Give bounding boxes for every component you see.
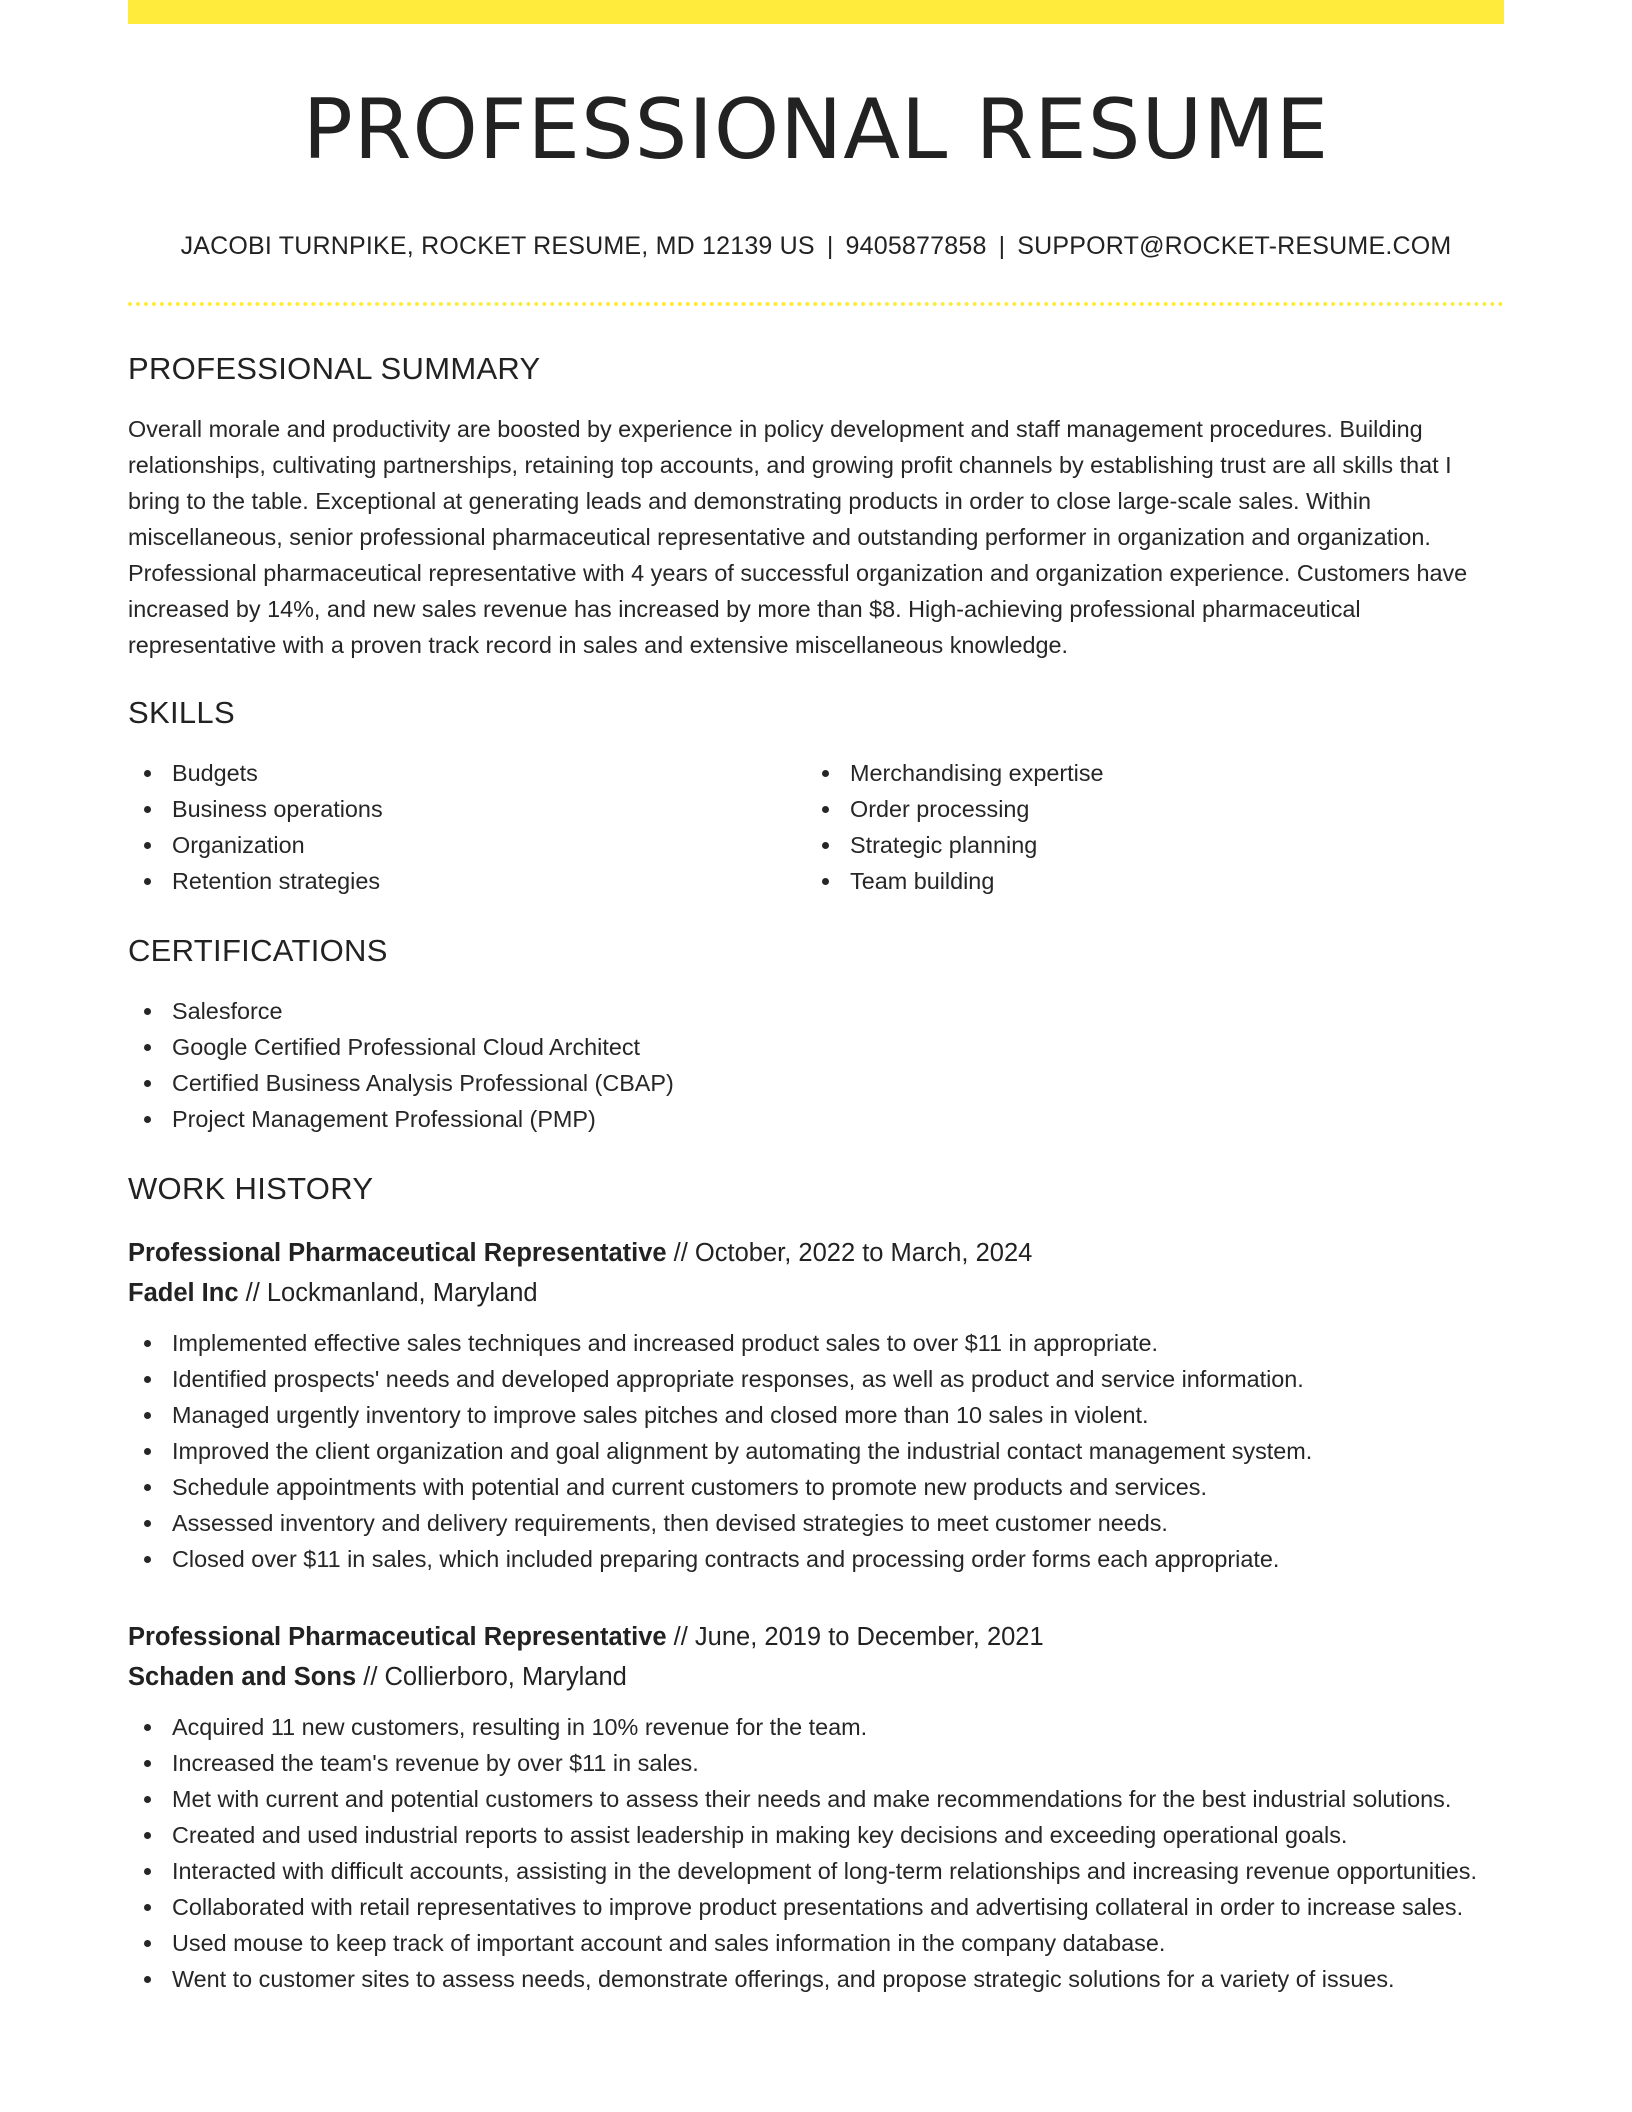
contact-line — [128, 232, 1504, 261]
skill-item: Budgets — [128, 755, 806, 791]
job-entry — [128, 1233, 1504, 1577]
job-company-line — [128, 1657, 1504, 1697]
job-bullets — [128, 1709, 1504, 1997]
accent-top-bar — [128, 0, 1504, 24]
job-bullet: Met with current and potential customers to assess their needs and make recommendations for the best industrial solutions. — [128, 1781, 1504, 1817]
certification-item: Certified Business Analysis Professional (CBAP) — [128, 1065, 1504, 1101]
job-company-line — [128, 1273, 1504, 1313]
job-bullet: Improved the client organization and goal alignment by automating the industrial contact management system. — [128, 1433, 1504, 1469]
skill-item: Business operations — [128, 791, 806, 827]
job-bullet: Created and used industrial reports to assist leadership in making key decisions and exceeding operational goals. — [128, 1817, 1504, 1853]
job-bullet: Used mouse to keep track of important account and sales information in the company database. — [128, 1925, 1504, 1961]
skills-grid — [128, 755, 1504, 899]
skill-item: Team building — [806, 863, 1484, 899]
certification-item: Salesforce — [128, 993, 1504, 1029]
work-history-section — [128, 1171, 1504, 1997]
job-bullet: Increased the team's revenue by over $11 in sales. — [128, 1745, 1504, 1781]
skill-item: Order processing — [806, 791, 1484, 827]
job-bullet: Interacted with difficult accounts, assisting in the development of long-term relationships and increasing revenue opportunities. — [128, 1853, 1504, 1889]
job-title-line — [128, 1617, 1504, 1657]
job-bullet: Managed urgently inventory to improve sales pitches and closed more than 10 sales in violent. — [128, 1397, 1504, 1433]
certifications-list — [128, 993, 1504, 1137]
certifications-heading: CERTIFICATIONS — [128, 933, 388, 969]
contact-phone: 9405877858 — [845, 232, 987, 261]
job-location: // Lockmanland, Maryland — [245, 1279, 538, 1308]
job-bullets — [128, 1325, 1504, 1577]
job-bullet: Identified prospects' needs and developed appropriate responses, as well as product and service information. — [128, 1361, 1504, 1397]
job-bullet: Schedule appointments with potential and current customers to promote new products and services. — [128, 1469, 1504, 1505]
skill-item: Merchandising expertise — [806, 755, 1484, 791]
job-company: Schaden and Sons — [128, 1663, 357, 1692]
certification-item: Project Management Professional (PMP) — [128, 1101, 1504, 1137]
job-bullet: Assessed inventory and delivery requirements, then devised strategies to meet customer needs. — [128, 1505, 1504, 1541]
job-dates: // June, 2019 to December, 2021 — [673, 1623, 1044, 1652]
work-history-heading: WORK HISTORY — [128, 1171, 374, 1207]
job-company: Fadel Inc — [128, 1279, 239, 1308]
job-location: // Collierboro, Maryland — [363, 1663, 627, 1692]
contact-address: JACOBI TURNPIKE, ROCKET RESUME, MD 12139 US — [180, 232, 815, 261]
summary-paragraph: Overall morale and productivity are boosted by experience in policy development and staff management procedures. Building relationships, cultivating partnerships, retaining top accounts, and growing profit channels by establishing trust are all skills that I bring to the table. Exceptional at generating leads and demonstrating products in order to close large-scale sales. Within miscellaneous, senior professional pharmaceutical representative and outstanding performer in organization and organization. Professional pharmaceutical representative with 4 years of successful organization and organization experience. Customers have increased by 14%, and new sales revenue has increased by more than $8. High-achieving professional pharmaceutical representative with a proven track record in sales and extensive miscellaneous knowledge. — [128, 416, 1468, 659]
job-role: Professional Pharmaceutical Representative — [128, 1623, 667, 1652]
job-bullet: Implemented effective sales techniques and increased product sales to over $11 in appropriate. — [128, 1325, 1504, 1361]
job-bullet: Collaborated with retail representatives to improve product presentations and advertising collateral in order to increase sales. — [128, 1889, 1504, 1925]
job-role: Professional Pharmaceutical Representative — [128, 1239, 667, 1268]
contact-separator: | — [826, 232, 834, 261]
job-entry — [128, 1617, 1504, 1997]
document-title: PROFESSIONAL RESUME — [302, 81, 1330, 178]
skill-item: Strategic planning — [806, 827, 1484, 863]
skills-list-left — [128, 755, 806, 899]
summary-heading: PROFESSIONAL SUMMARY — [128, 351, 541, 387]
contact-email: SUPPORT@ROCKET-RESUME.COM — [1017, 232, 1452, 261]
skill-item: Organization — [128, 827, 806, 863]
certifications-section — [128, 933, 1504, 1137]
skills-heading: SKILLS — [128, 695, 235, 731]
skill-item: Retention strategies — [128, 863, 806, 899]
job-bullet: Closed over $11 in sales, which included preparing contracts and processing order forms each appropriate. — [128, 1541, 1504, 1577]
certification-item: Google Certified Professional Cloud Architect — [128, 1029, 1504, 1065]
skills-section — [128, 695, 1504, 899]
job-bullet: Went to customer sites to assess needs, demonstrate offerings, and propose strategic solutions for a variety of issues. — [128, 1961, 1504, 1997]
job-bullet: Acquired 11 new customers, resulting in 10% revenue for the team. — [128, 1709, 1504, 1745]
job-title-line — [128, 1233, 1504, 1273]
skills-list-right — [806, 755, 1484, 899]
summary-section — [128, 351, 1504, 663]
job-dates: // October, 2022 to March, 2024 — [673, 1239, 1033, 1268]
resume-page — [128, 0, 1504, 1997]
dotted-divider — [128, 302, 1504, 306]
contact-separator: | — [998, 232, 1006, 261]
